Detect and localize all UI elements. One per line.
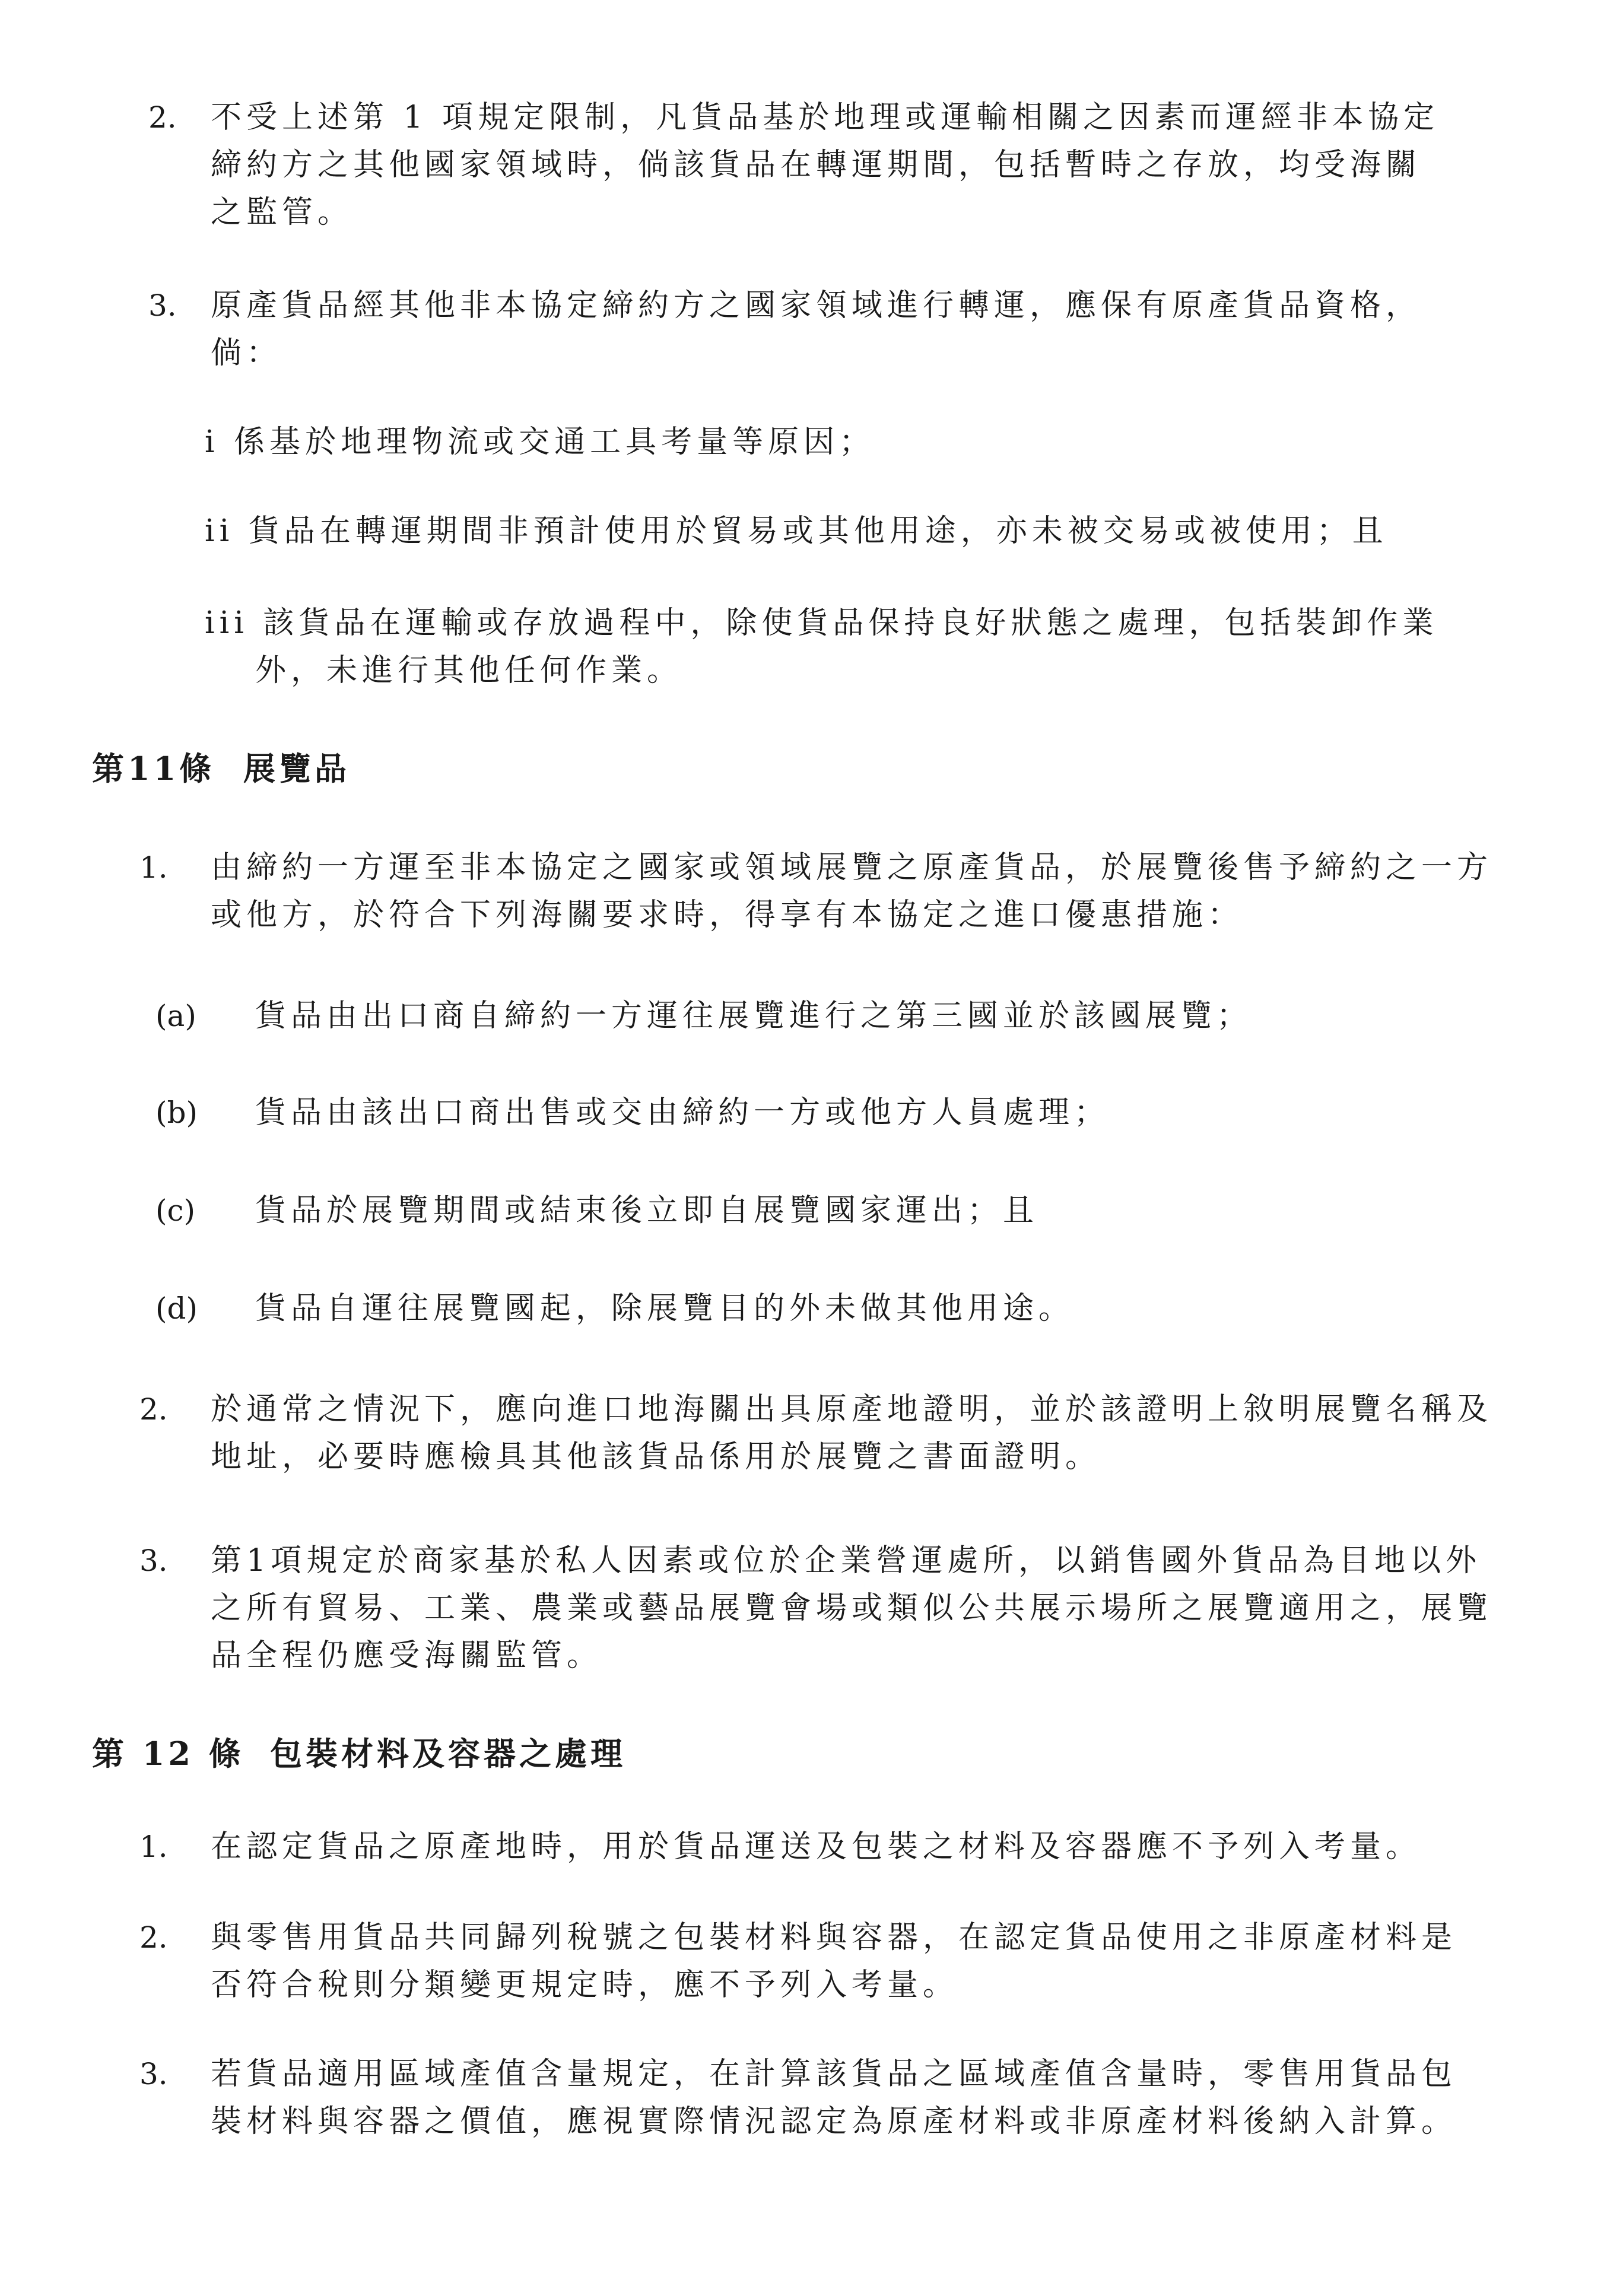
art12-paragraph-2 (211, 1914, 1457, 2009)
paragraph-number: 2. (139, 1920, 168, 1955)
article-title: 展覽品 (243, 750, 350, 787)
text-line: 裝材料與容器之價值，應視實際情況認定為原產材料或非原產材料後納入計算。 (211, 2104, 1457, 2139)
art11-item-a: 貨品由出口商自締約一方運往展覽進行之第三國並於該國展覽； (255, 998, 1253, 1034)
art12-paragraph-1 (211, 1823, 1421, 1871)
item-label: (b) (155, 1095, 198, 1130)
text-line: 於通常之情況下，應向進口地海關出具原產地證明，並於該證明上敘明展覽名稱及 (211, 1392, 1493, 1427)
paragraph-number: 3. (139, 2057, 168, 2091)
art12-paragraph-3 (211, 2050, 1457, 2145)
art10-subitem-i (205, 418, 875, 466)
article-number: 第11條 (92, 750, 215, 787)
paragraph-number: 1. (139, 1830, 168, 1864)
article-title: 包裝材料及容器之處理 (270, 1735, 626, 1773)
text-line: 品全程仍應受海關監管。 (211, 1638, 603, 1673)
text-line: iii 該貨品在運輸或存放過程中，除使貨品保持良好狀態之處理，包括裝卸作業 (205, 605, 1438, 641)
text-line: 在認定貨品之原產地時，用於貨品運送及包裝之材料及容器應不予列入考量。 (211, 1829, 1422, 1865)
paragraph-number: 2. (148, 100, 177, 135)
text-line: 締約方之其他國家領域時，倘該貨品在轉運期間，包括暫時之存放，均受海關 (211, 147, 1422, 183)
art10-paragraph-2 (211, 94, 1439, 236)
item-label: (c) (155, 1193, 196, 1228)
art11-paragraph-3 (211, 1537, 1492, 1679)
text-line: 外，未進行其他任何作業。 (255, 653, 683, 688)
text-line: 倘： (211, 335, 282, 371)
text-line: 之所有貿易、工業、農業或藝品展覽會場或類似公共展示場所之展覽適用之，展覽 (211, 1590, 1493, 1626)
text-line: ii 貨品在轉運期間非預計使用於貿易或其他用途，亦未被交易或被使用；且 (205, 513, 1388, 549)
art11-paragraph-2 (211, 1386, 1492, 1481)
paragraph-number: 1. (139, 850, 168, 885)
art10-paragraph-3 (211, 282, 1421, 377)
text-line: 之監管。 (211, 195, 354, 230)
text-line: 原產貨品經其他非本協定締約方之國家領域進行轉運，應保有原產貨品資格， (211, 288, 1422, 323)
item-label: (a) (155, 999, 196, 1033)
paragraph-number: 2. (139, 1392, 168, 1427)
text-line: 由締約一方運至非本協定之國家或領域展覽之原產貨品，於展覽後售予締約之一方 (211, 850, 1493, 885)
art10-subitem-iii (205, 599, 1438, 694)
paragraph-number: 3. (139, 1544, 168, 1578)
text-line: 第1項規定於商家基於私人因素或位於企業營運處所，以銷售國外貨品為目地以外 (211, 1543, 1482, 1579)
article-12-heading (92, 1730, 626, 1777)
text-line: 若貨品適用區域產值含量規定，在計算該貨品之區域產值含量時，零售用貨品包 (211, 2056, 1457, 2092)
art11-paragraph-1 (211, 844, 1492, 939)
paragraph-number: 3. (148, 288, 177, 323)
article-number: 第 12 條 (92, 1735, 244, 1773)
item-label: (d) (155, 1291, 198, 1326)
art11-item-c: 貨品於展覽期間或結束後立即自展覽國家運出；且 (255, 1193, 1039, 1228)
art11-item-b: 貨品由該出口商出售或交由締約一方或他方人員處理； (255, 1095, 1110, 1130)
text-line: 或他方，於符合下列海關要求時，得享有本協定之進口優惠措施： (211, 897, 1244, 933)
art10-subitem-ii (205, 507, 1388, 555)
article-11-heading (92, 745, 350, 792)
text-line: 否符合稅則分類變更規定時，應不予列入考量。 (211, 1967, 959, 2003)
text-line: 與零售用貨品共同歸列稅號之包裝材料與容器，在認定貨品使用之非原產材料是 (211, 1920, 1457, 1955)
art11-item-d: 貨品自運往展覽國起，除展覽目的外未做其他用途。 (255, 1291, 1075, 1326)
text-line: 不受上述第 1 項規定限制，凡貨品基於地理或運輸相關之因素而運經非本協定 (211, 100, 1440, 135)
text-line: i 係基於地理物流或交通工具考量等原因； (205, 424, 875, 460)
text-line: 地址，必要時應檢具其他該貨品係用於展覽之書面證明。 (211, 1439, 1101, 1475)
